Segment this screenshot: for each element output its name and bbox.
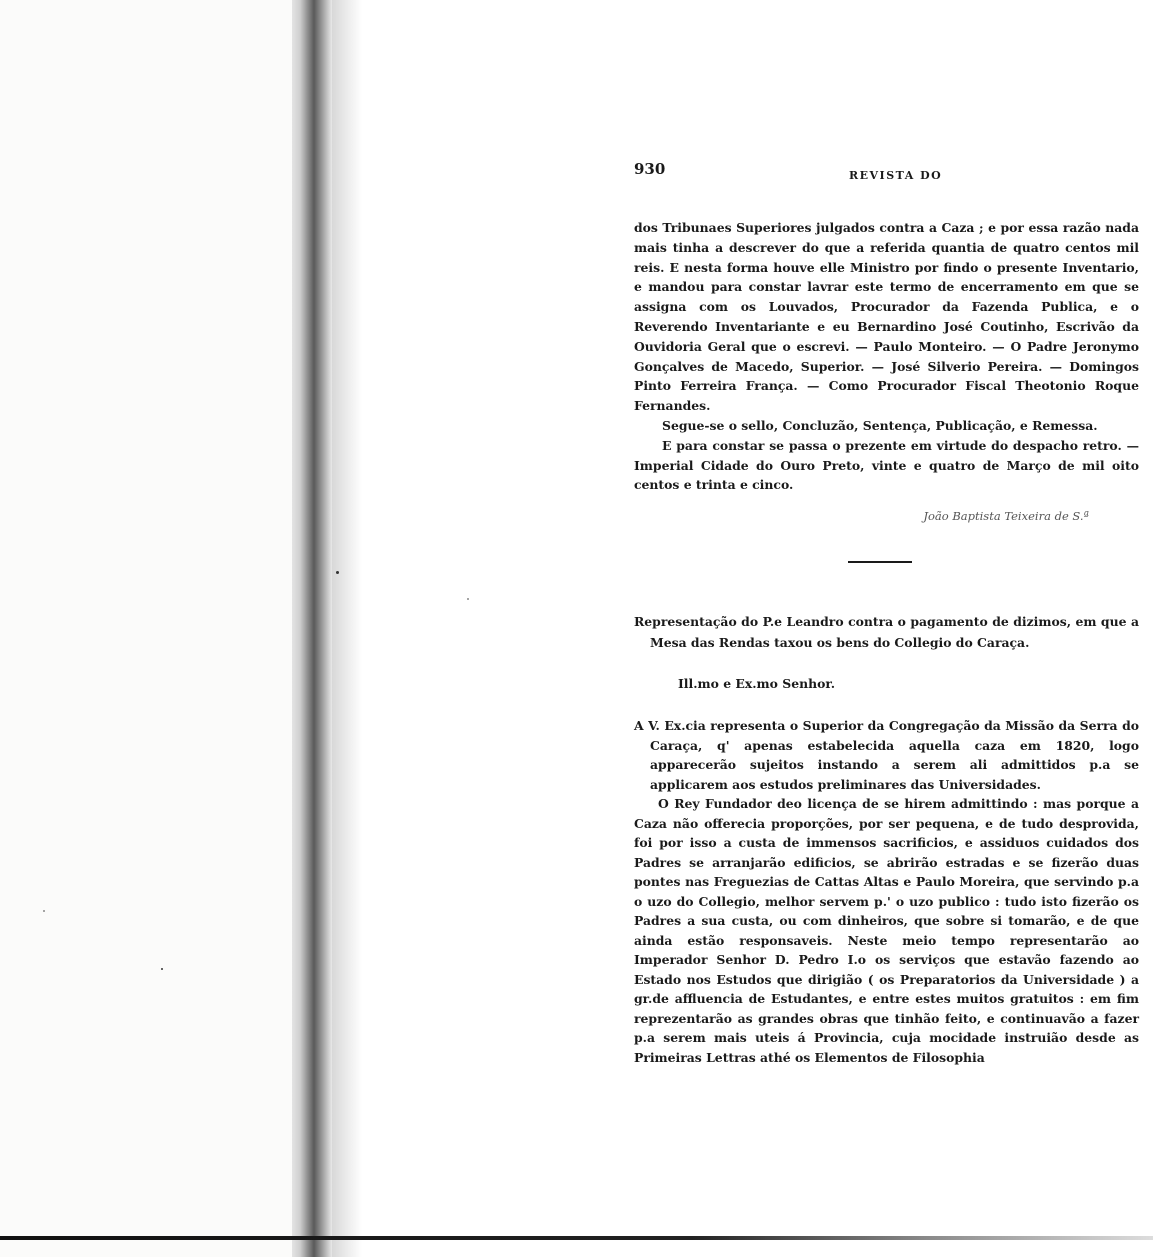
sello-paragraph: Segue-se o sello, Concluzão, Sentença, Publicação, e Remessa. [662,417,1098,433]
gutter-shadow [332,0,362,1257]
running-title: REVISTA DO [849,169,943,182]
body-paragraph: A V. Ex.cia representa o Superior da Congregação da Missão da Serra do Caraça, q' apenas estabelecida aquella caza em 1820, logo apparecerão sujeitos instando a serem ali admittidos p.a se applicarem aos estudos preliminares das Universidades. [634,718,1139,792]
running-header [634,160,1139,186]
scan-speck [467,598,469,600]
page-number: 930 [634,160,666,178]
right-page-text [634,160,1139,1067]
signature: João Baptista Teixeira de S.ª [923,509,1089,524]
book-spine [292,0,332,1257]
closing-paragraph: E para constar se passa o prezente em virtude do despacho retro. — Imperial Cidade do Ouro Preto, vinte e quatro de Março de mil oito centos e trinta e cinco. [634,437,1139,493]
scan-speck [43,910,45,912]
scan-speck [336,571,339,574]
inventory-paragraph: dos Tribunaes Superiores julgados contra a Caza ; e por essa razão nada mais tinha a descrever do que a referida quantia de quatro centos mil reis. E nesta forma houve elle Ministro por findo o presente Inventario, e mandou para constar lavrar este termo de encerramento em que se assigna com os Louvados, Procurador da Fazenda Publica, e o Reverendo Inventariante e eu Bernardino José Coutinho, Escrivão da Ouvidoria Geral que o escrevi. — Paulo Monteiro. — O Padre Jeronymo Gonçalves de Macedo, Superior. — José Silverio Pereira. — Domingos Pinto Ferreira França. — Como Procurador Fiscal Theotonio Roque Fernandes. [634,220,1139,414]
section-title: Representação do P.e Leandro contra o pagamento de dizimos, em que a Mesa das Rendas taxou os bens do Collegio do Caraça. [634,614,1139,651]
scan-speck [161,968,163,970]
scan-bottom-edge [0,1236,1153,1240]
body-paragraph: O Rey Fundador deo licença de se hirem admittindo : mas porque a Caza não offerecia proporções, por ser pequena, e de tudo desprovida, foi por isso a custa de immensos sacrificios, e assiduos cuidados dos Padres se arranjarão edificios, se abrirão estradas e se fizerão duas pontes nas Freguezias de Cattas Altas e Paulo Moreira, que servindo p.a o uzo do Collegio, melhor servem p.' o uzo publico : tudo isto fizerão os Padres a sua custa, ou com dinheiros, que sobre si tomarão, e de que ainda estão responsaveis. Neste meio tempo representarão ao Imperador Senhor D. Pedro I.o os serviços que estavão fazendo ao Estado nos Estudos que dirigião ( os Preparatorios da Universidade ) a gr.de affluencia de Estudantes, e entre estes muitos gratuitos : em fim reprezentarão as grandes obras que tinhão feito, e continuavão a fazer p.a serem mais uteis á Provincia, cuja mocidade instruião desde as Primeiras Lettras athé os Elementos de Filosophia [634,796,1139,1065]
salutation: Ill.mo e Ex.mo Senhor. [678,676,836,692]
blank-left-page [0,0,300,1257]
section-divider [848,561,912,563]
